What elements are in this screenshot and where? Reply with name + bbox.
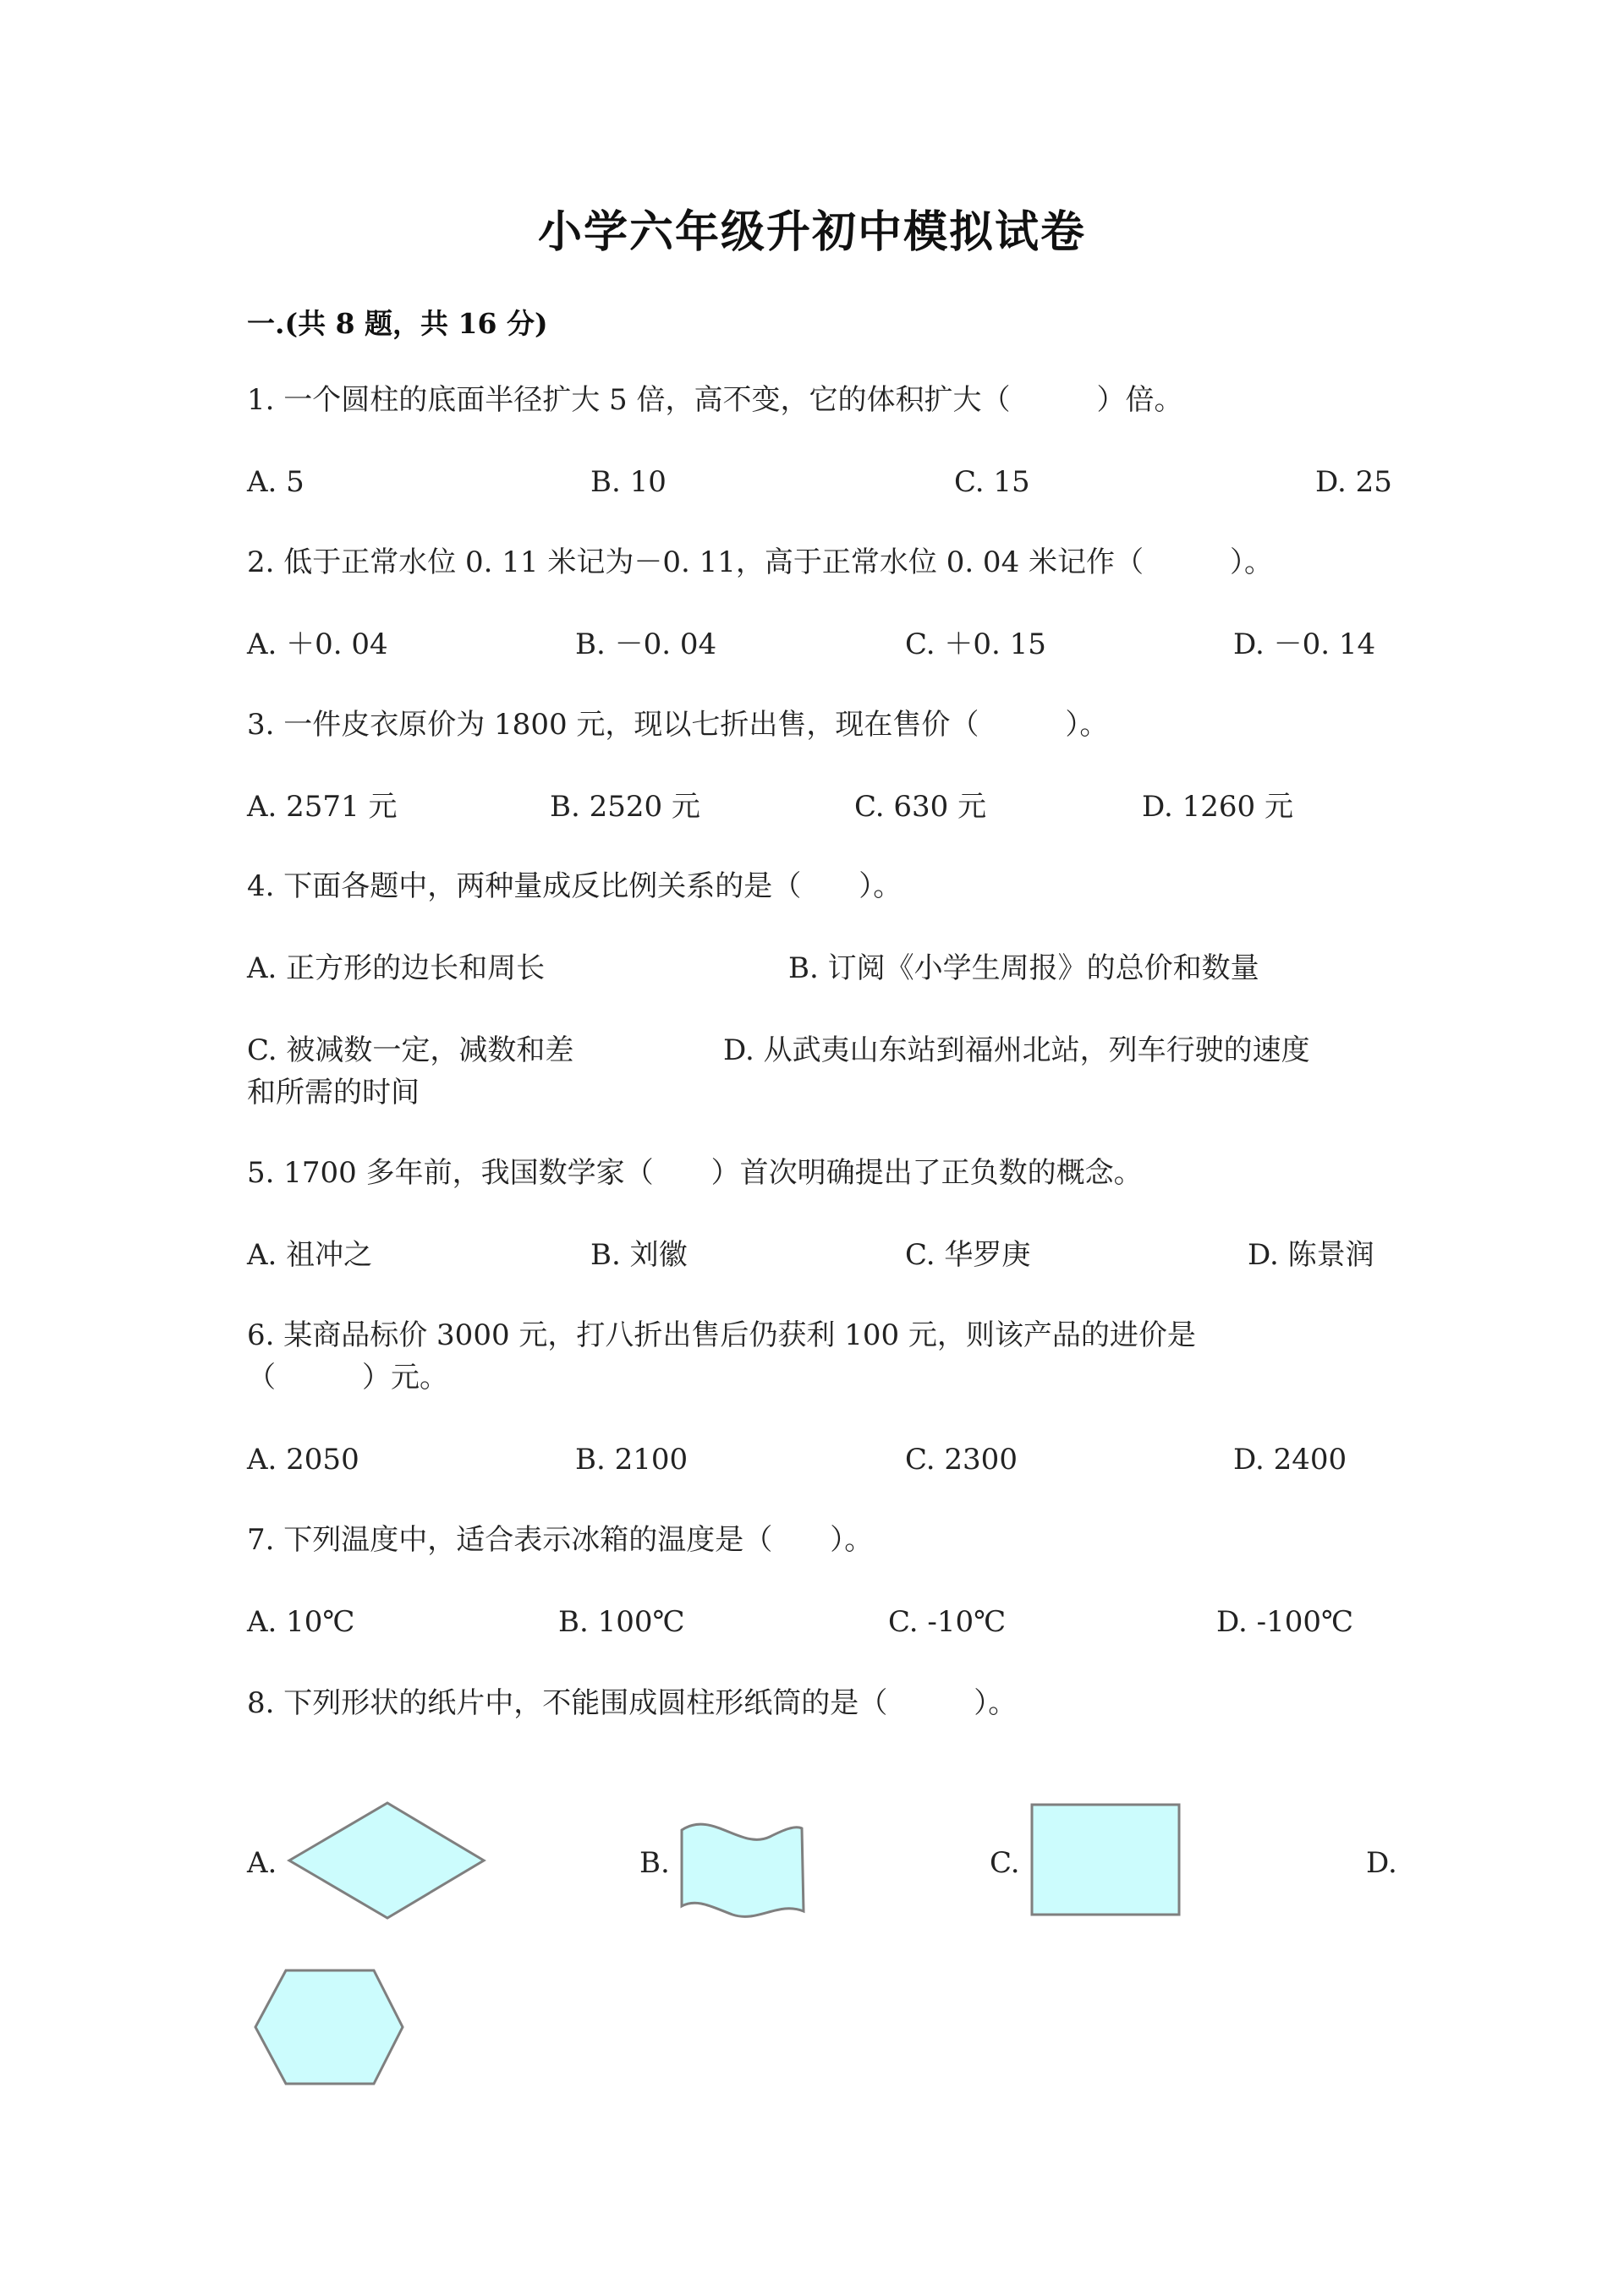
question-2-text: 2. 低于正常水位 0. 11 米记为－0. 11，高于正常水位 0. 04 米记作（ ）。 (247, 545, 1274, 579)
question-4-option-d: D. 从武夷山东站到福州北站，列车行驶的速度 (723, 1033, 1310, 1067)
question-4-option-c: C. 被减数一定，减数和差 (247, 1033, 574, 1067)
exam-title: 小学六年级升初中模拟试卷 (537, 206, 1086, 258)
question-4-text: 4. 下面各题中，两种量成反比例关系的是（ ）。 (247, 869, 903, 903)
question-3-option-a: A. 2571 元 (247, 790, 398, 824)
question-1-text: 1. 一个圆柱的底面半径扩大 5 倍，高不变，它的体积扩大（ ）倍。 (247, 383, 1183, 417)
question-3-option-b: B. 2520 元 (550, 790, 700, 824)
rhombus-shape (286, 1800, 489, 1921)
question-5-option-a: A. 祖冲之 (247, 1238, 373, 1272)
wavy-flag-shape (677, 1817, 809, 1923)
question-7-option-c: C. -10℃ (888, 1605, 1007, 1639)
question-6-option-d: D. 2400 (1233, 1443, 1347, 1477)
question-7-text: 7. 下列温度中，适合表示冰箱的温度是（ ）。 (247, 1523, 874, 1557)
question-2-option-a: A. ＋0. 04 (247, 627, 388, 661)
question-2-option-b: B. －0. 04 (575, 627, 717, 661)
question-8-option-a: A. (247, 1846, 277, 1880)
question-4-option-a: A. 正方形的边长和周长 (247, 951, 546, 985)
question-6-text-line-1: 6. 某商品标价 3000 元，打八折出售后仍获利 100 元，则该产品的进价是 (247, 1318, 1196, 1352)
rectangle-shape (1029, 1801, 1184, 1920)
question-5-option-c: C. 华罗庚 (905, 1238, 1031, 1272)
question-8-option-d: D. (1366, 1846, 1397, 1880)
question-2-option-d: D. －0. 14 (1233, 627, 1376, 661)
question-2-option-c: C. ＋0. 15 (905, 627, 1046, 661)
question-7-option-b: B. 100℃ (558, 1605, 685, 1639)
question-8-option-b: B. (639, 1846, 670, 1880)
question-7-option-a: A. 10℃ (247, 1605, 355, 1639)
section-header: 一.(共 8 题，共 16 分) (247, 307, 548, 340)
hexagon-shape (252, 1967, 408, 2087)
question-5-option-d: D. 陈景润 (1248, 1238, 1374, 1272)
question-1-option-a: A. 5 (247, 465, 304, 499)
question-7-option-d: D. -100℃ (1216, 1605, 1354, 1639)
question-3-option-d: D. 1260 元 (1142, 790, 1293, 824)
question-8-option-c: C. (990, 1846, 1020, 1880)
question-1-option-d: D. 25 (1315, 465, 1392, 499)
question-3-text: 3. 一件皮衣原价为 1800 元，现以七折出售，现在售价（ ）。 (247, 708, 1109, 742)
question-3-option-c: C. 630 元 (854, 790, 987, 824)
question-6-option-b: B. 2100 (575, 1443, 689, 1477)
question-6-option-c: C. 2300 (905, 1443, 1018, 1477)
question-6-option-a: A. 2050 (247, 1443, 359, 1477)
question-1-option-c: C. 15 (954, 465, 1030, 499)
question-4-option-d-continued: 和所需的时间 (247, 1076, 420, 1110)
question-6-text-line-2: （ ）元。 (247, 1361, 448, 1395)
question-1-option-b: B. 10 (590, 465, 667, 499)
question-8-text: 8. 下列形状的纸片中，不能围成圆柱形纸筒的是（ ）。 (247, 1686, 1018, 1720)
question-5-text: 5. 1700 多年前，我国数学家（ ）首次明确提出了正负数的概念。 (247, 1156, 1143, 1190)
question-4-option-b: B. 订阅《小学生周报》的总价和数量 (788, 951, 1259, 985)
question-5-option-b: B. 刘徽 (590, 1238, 688, 1272)
